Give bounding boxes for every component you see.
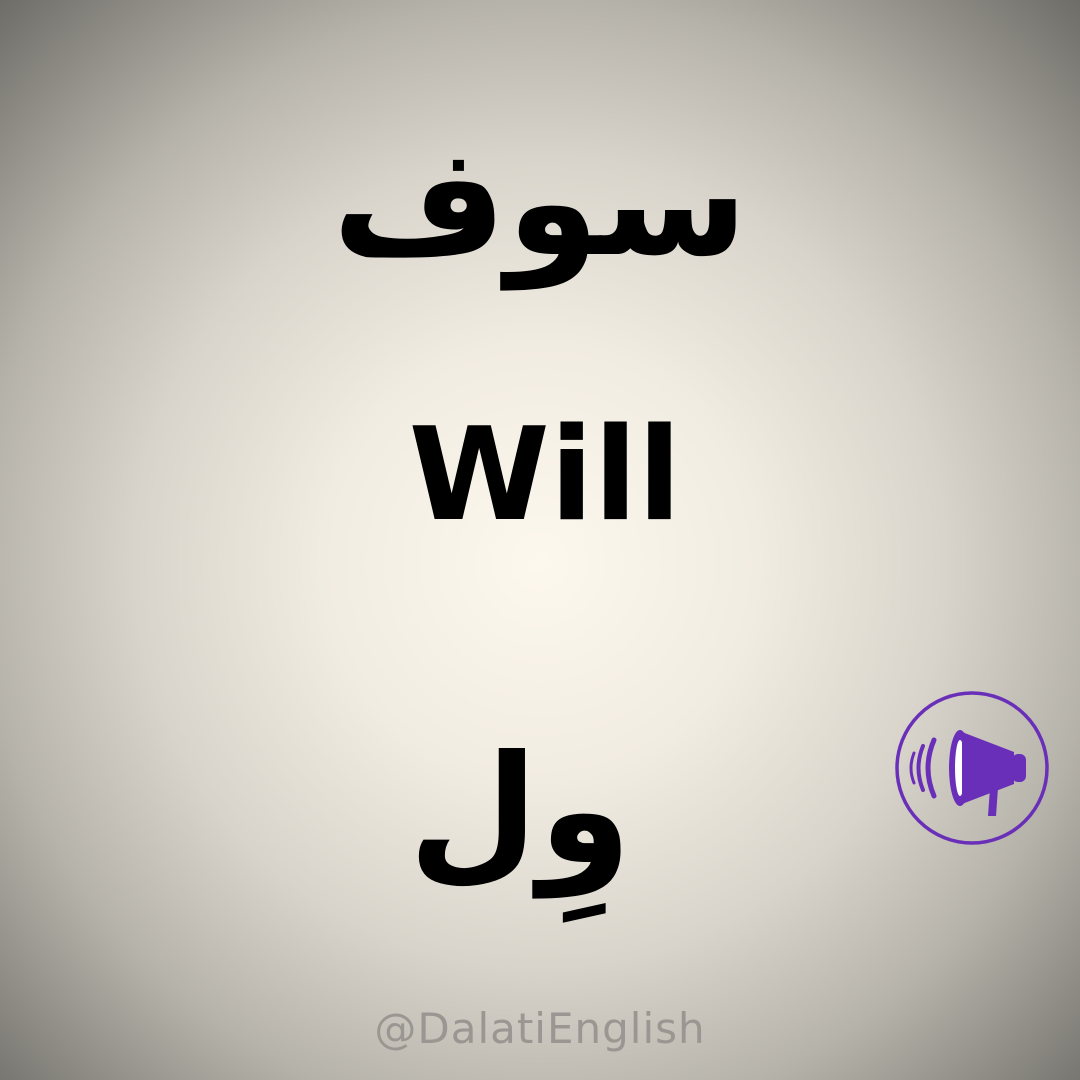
social-handle: @DalatiEnglish bbox=[374, 1004, 706, 1053]
arabic-word: سوف bbox=[332, 116, 748, 290]
arabic-pronunciation: وِل bbox=[408, 724, 632, 898]
english-word: Will bbox=[408, 401, 682, 550]
megaphone-icon bbox=[894, 690, 1050, 846]
play-audio-button[interactable] bbox=[894, 690, 1050, 846]
